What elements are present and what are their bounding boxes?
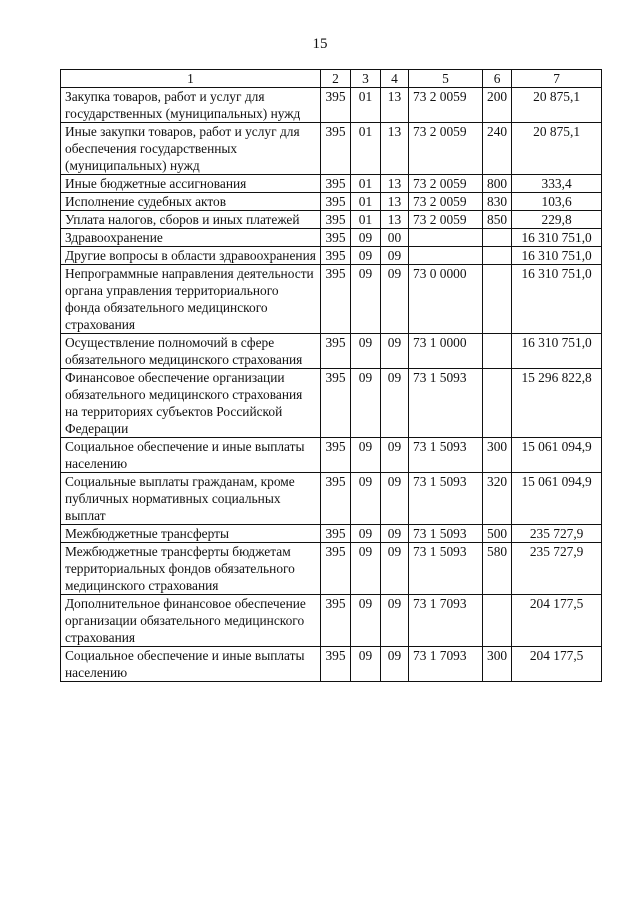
row-amount-cell: 15 061 094,9	[512, 473, 602, 525]
row-target-code-cell: 73 1 5093	[409, 369, 483, 438]
row-subsection-cell: 09	[381, 247, 409, 265]
row-name-cell: Социальное обеспечение и иные выплаты населению	[61, 647, 321, 682]
row-target-code-cell: 73 2 0059	[409, 88, 483, 123]
row-section-cell: 01	[351, 175, 381, 193]
row-amount-cell: 204 177,5	[512, 647, 602, 682]
row-name-cell: Социальное обеспечение и иные выплаты населению	[61, 438, 321, 473]
row-subsection-cell: 09	[381, 473, 409, 525]
row-amount-cell: 235 727,9	[512, 525, 602, 543]
row-expense-type-cell	[483, 247, 512, 265]
row-target-code-cell: 73 1 7093	[409, 595, 483, 647]
row-target-code-cell: 73 1 0000	[409, 334, 483, 369]
row-grbs-cell: 395	[321, 369, 351, 438]
row-amount-cell: 333,4	[512, 175, 602, 193]
table-row	[61, 647, 602, 682]
row-amount-cell: 16 310 751,0	[512, 334, 602, 369]
row-grbs-cell: 395	[321, 175, 351, 193]
table-row	[61, 595, 602, 647]
row-section-cell: 09	[351, 369, 381, 438]
row-target-code-cell: 73 1 5093	[409, 438, 483, 473]
row-expense-type-cell: 320	[483, 473, 512, 525]
row-section-cell: 09	[351, 265, 381, 334]
row-section-cell: 09	[351, 473, 381, 525]
row-section-cell: 09	[351, 247, 381, 265]
table-row	[61, 88, 602, 123]
table-row	[61, 369, 602, 438]
row-name-cell: Межбюджетные трансферты	[61, 525, 321, 543]
table-row	[61, 334, 602, 369]
row-name-cell: Дополнительное финансовое обеспечение организации обязательного медицинского страхования	[61, 595, 321, 647]
row-name-cell: Иные закупки товаров, работ и услуг для обеспечения государственных (муниципальных) нужд	[61, 123, 321, 175]
row-subsection-cell: 09	[381, 438, 409, 473]
row-name-cell: Закупка товаров, работ и услуг для государственных (муниципальных) нужд	[61, 88, 321, 123]
row-section-cell: 09	[351, 334, 381, 369]
row-target-code-cell: 73 1 5093	[409, 543, 483, 595]
row-subsection-cell: 09	[381, 334, 409, 369]
row-expense-type-cell: 830	[483, 193, 512, 211]
header-cell: 3	[351, 70, 381, 88]
row-section-cell: 09	[351, 229, 381, 247]
row-amount-cell: 103,6	[512, 193, 602, 211]
table-row	[61, 229, 602, 247]
row-expense-type-cell	[483, 334, 512, 369]
row-section-cell: 09	[351, 543, 381, 595]
row-grbs-cell: 395	[321, 543, 351, 595]
row-expense-type-cell: 800	[483, 175, 512, 193]
row-amount-cell: 229,8	[512, 211, 602, 229]
row-name-cell: Исполнение судебных актов	[61, 193, 321, 211]
row-section-cell: 09	[351, 438, 381, 473]
row-name-cell: Иные бюджетные ассигнования	[61, 175, 321, 193]
row-grbs-cell: 395	[321, 211, 351, 229]
row-grbs-cell: 395	[321, 88, 351, 123]
row-expense-type-cell	[483, 265, 512, 334]
row-section-cell: 01	[351, 193, 381, 211]
row-amount-cell: 20 875,1	[512, 123, 602, 175]
table-row	[61, 473, 602, 525]
row-expense-type-cell: 500	[483, 525, 512, 543]
table-row	[61, 175, 602, 193]
row-grbs-cell: 395	[321, 525, 351, 543]
row-amount-cell: 15 296 822,8	[512, 369, 602, 438]
row-target-code-cell: 73 2 0059	[409, 123, 483, 175]
row-grbs-cell: 395	[321, 229, 351, 247]
row-subsection-cell: 09	[381, 525, 409, 543]
row-target-code-cell: 73 0 0000	[409, 265, 483, 334]
row-expense-type-cell: 300	[483, 438, 512, 473]
row-grbs-cell: 395	[321, 438, 351, 473]
row-expense-type-cell	[483, 595, 512, 647]
table-row	[61, 525, 602, 543]
table-row	[61, 247, 602, 265]
row-name-cell: Межбюджетные трансферты бюджетам территориальных фондов обязательного медицинского страхования	[61, 543, 321, 595]
row-name-cell: Здравоохранение	[61, 229, 321, 247]
row-name-cell: Уплата налогов, сборов и иных платежей	[61, 211, 321, 229]
row-section-cell: 09	[351, 595, 381, 647]
budget-table	[60, 69, 602, 682]
row-subsection-cell: 13	[381, 88, 409, 123]
row-expense-type-cell: 240	[483, 123, 512, 175]
row-subsection-cell: 13	[381, 211, 409, 229]
row-subsection-cell: 13	[381, 175, 409, 193]
row-target-code-cell: 73 1 5093	[409, 525, 483, 543]
row-amount-cell: 15 061 094,9	[512, 438, 602, 473]
row-grbs-cell: 395	[321, 334, 351, 369]
header-cell: 5	[409, 70, 483, 88]
row-amount-cell: 235 727,9	[512, 543, 602, 595]
row-section-cell: 09	[351, 525, 381, 543]
header-cell: 1	[61, 70, 321, 88]
table-row	[61, 123, 602, 175]
row-target-code-cell	[409, 229, 483, 247]
row-amount-cell: 204 177,5	[512, 595, 602, 647]
row-subsection-cell: 09	[381, 369, 409, 438]
table-row	[61, 543, 602, 595]
row-name-cell: Социальные выплаты гражданам, кроме публичных нормативных социальных выплат	[61, 473, 321, 525]
table-row	[61, 193, 602, 211]
row-amount-cell: 20 875,1	[512, 88, 602, 123]
row-target-code-cell: 73 2 0059	[409, 211, 483, 229]
row-expense-type-cell: 580	[483, 543, 512, 595]
row-subsection-cell: 00	[381, 229, 409, 247]
header-cell: 4	[381, 70, 409, 88]
row-grbs-cell: 395	[321, 265, 351, 334]
row-name-cell: Непрограммные направления деятельности органа управления территориального фонда обязательного медицинского страхования	[61, 265, 321, 334]
row-grbs-cell: 395	[321, 595, 351, 647]
row-expense-type-cell	[483, 369, 512, 438]
row-expense-type-cell: 200	[483, 88, 512, 123]
table-row	[61, 265, 602, 334]
row-section-cell: 01	[351, 123, 381, 175]
row-target-code-cell	[409, 247, 483, 265]
row-subsection-cell: 09	[381, 595, 409, 647]
table-header-row	[61, 70, 602, 88]
page-number: 15	[312, 36, 328, 52]
row-section-cell: 01	[351, 211, 381, 229]
row-grbs-cell: 395	[321, 473, 351, 525]
row-target-code-cell: 73 1 5093	[409, 473, 483, 525]
row-subsection-cell: 13	[381, 193, 409, 211]
row-expense-type-cell: 300	[483, 647, 512, 682]
row-amount-cell: 16 310 751,0	[512, 229, 602, 247]
header-cell: 7	[512, 70, 602, 88]
row-target-code-cell: 73 1 7093	[409, 647, 483, 682]
row-target-code-cell: 73 2 0059	[409, 175, 483, 193]
header-cell: 6	[483, 70, 512, 88]
row-grbs-cell: 395	[321, 123, 351, 175]
row-section-cell: 09	[351, 647, 381, 682]
row-amount-cell: 16 310 751,0	[512, 247, 602, 265]
row-subsection-cell: 13	[381, 123, 409, 175]
table-row	[61, 211, 602, 229]
row-subsection-cell: 09	[381, 543, 409, 595]
row-subsection-cell: 09	[381, 647, 409, 682]
row-expense-type-cell	[483, 229, 512, 247]
row-grbs-cell: 395	[321, 193, 351, 211]
row-subsection-cell: 09	[381, 265, 409, 334]
row-section-cell: 01	[351, 88, 381, 123]
row-expense-type-cell: 850	[483, 211, 512, 229]
table-row	[61, 438, 602, 473]
row-grbs-cell: 395	[321, 647, 351, 682]
row-name-cell: Осуществление полномочий в сфере обязательного медицинского страхования	[61, 334, 321, 369]
row-target-code-cell: 73 2 0059	[409, 193, 483, 211]
row-name-cell: Другие вопросы в области здравоохранения	[61, 247, 321, 265]
header-cell: 2	[321, 70, 351, 88]
row-grbs-cell: 395	[321, 247, 351, 265]
row-name-cell: Финансовое обеспечение организации обязательного медицинского страхования на территориях субъектов Российской Федерации	[61, 369, 321, 438]
row-amount-cell: 16 310 751,0	[512, 265, 602, 334]
